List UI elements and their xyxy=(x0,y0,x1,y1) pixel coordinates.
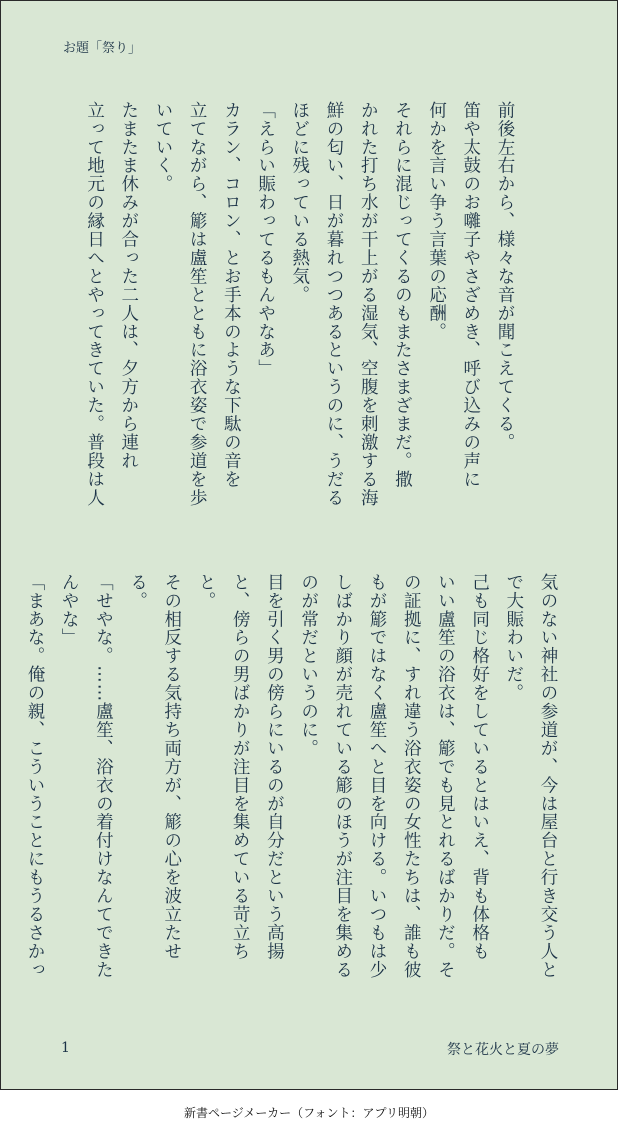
text-line: もが簓ではなく盧笙へと目を向ける。いつもは少 xyxy=(366,573,387,979)
text-line: る。 xyxy=(127,573,148,610)
book-title: 祭と花火と夏の夢 xyxy=(447,1042,559,1058)
text-line: ほどに残っている熱気。 xyxy=(289,101,310,304)
text-line: んやな」 xyxy=(59,573,80,647)
text-line: の証拠に、すれ違う浴衣姿の女性たちは、誰も彼 xyxy=(401,573,422,979)
text-line: 己も同じ格好をしているとはいえ、背も体格も xyxy=(469,573,490,961)
text-line: いい盧笙の浴衣は、簓でも見とれるばかりだ。そ xyxy=(435,573,456,979)
text-line: 立って地元の縁日へとやってきていた。普段は人 xyxy=(84,101,105,507)
text-line: しばかり顔が売れている簓のほうが注目を集める xyxy=(332,573,353,979)
upper-text-column xyxy=(77,101,522,521)
text-line: 「せやな。……盧笙、浴衣の着付けなんてできた xyxy=(93,573,114,979)
text-line: 「えらい賑わってるもんやなあ」 xyxy=(255,101,276,378)
page-number: 1 xyxy=(61,1040,70,1056)
text-line: カラン、コロン、とお手本のような下駄の音を xyxy=(221,101,242,489)
text-line: それらに混じってくるのもまたさまざまだ。撒 xyxy=(392,101,413,489)
text-line: 立てながら、簓は盧笙とともに浴衣姿で参道を歩 xyxy=(187,101,208,507)
text-line: 何かを言い争う言葉の応酬。 xyxy=(426,101,447,341)
text-line: 笛や太鼓のお囃子やさざめき、呼び込みの声に xyxy=(460,101,481,489)
text-line: かれた打ち水が干上がる湿気、空腹を刺激する海 xyxy=(358,101,379,507)
text-line: 鮮の匂い、日が暮れつつあるというのに、うだる xyxy=(323,101,344,507)
text-line: その相反する気持ち両方が、簓の心を波立たせ xyxy=(161,573,182,961)
page-header: お題「祭り」 xyxy=(63,41,142,56)
caption: 新書ページメーカー（フォント：アプリ明朝） xyxy=(183,1106,435,1120)
text-line: 「まあな。俺の親、こういうことにもうるさかっ xyxy=(24,573,45,979)
text-line: と、傍らの男ばかりが注目を集めている苛立ちと。 xyxy=(195,573,251,961)
text-line: で大賑わいだ。 xyxy=(503,573,524,703)
text-line: 気のない神社の参道が、今は屋台と行き交う人と xyxy=(538,573,558,979)
text-line: 目を引く男の傍らにいるのが自分だという高揚 xyxy=(264,573,285,961)
text-line: のが常だというのに。 xyxy=(298,573,319,758)
text-line: たまたま休みが合った二人は、夕方から連れ xyxy=(118,101,139,470)
lower-text-column xyxy=(18,573,565,993)
text-line: 前後左右から、様々な音が聞こえてくる。 xyxy=(495,101,515,452)
text-line: いていく。 xyxy=(152,101,173,194)
